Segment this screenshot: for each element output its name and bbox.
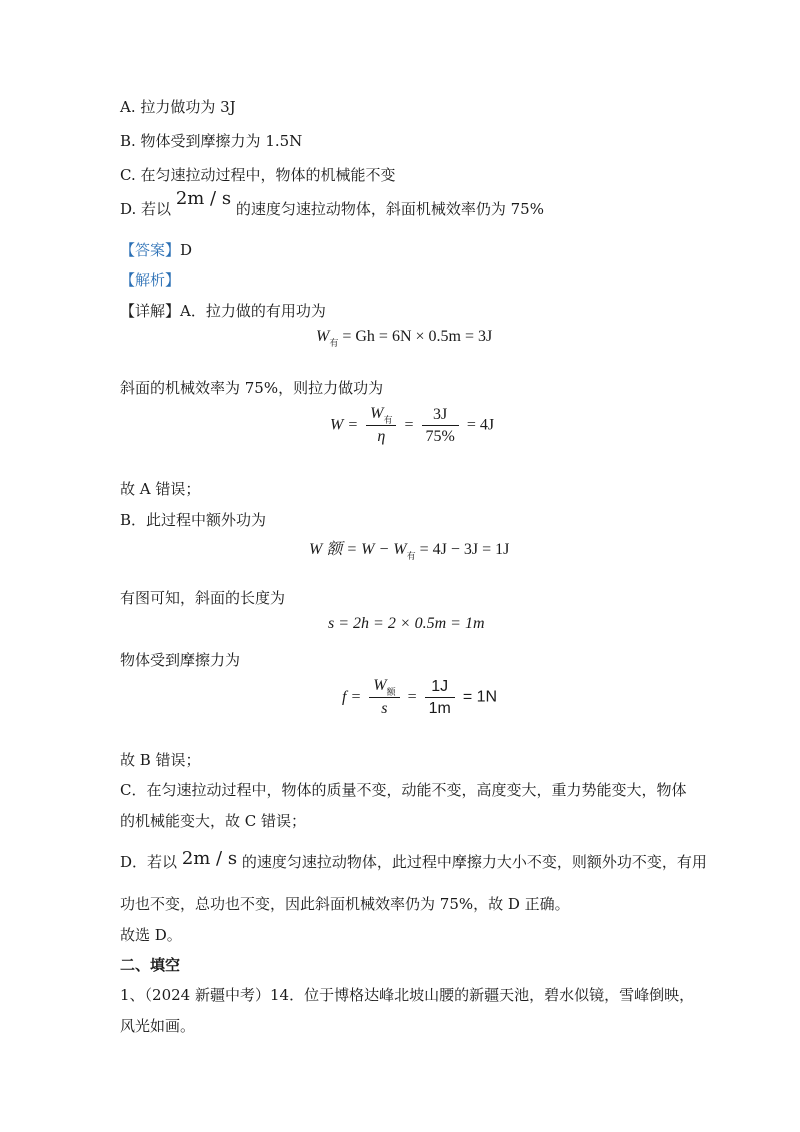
eq2-fraction-numeric [422,405,459,448]
final-conclusion: 故选 D。 [120,926,182,944]
answer-value: D [180,241,193,259]
option-c: C. 在匀速拉动过程中，物体的机械能不变 [120,166,396,184]
equation-total-work: W = $\frac{W_有}{\eta}$ = $\frac{3J}{75\%}$ = 4J [330,404,494,448]
eq5-rhs: = 1N [462,688,498,706]
option-d-prefix: D. 若以 [120,200,172,218]
equation-slope-length: s = 2h = 2 × 0.5m = 1m [328,615,485,632]
equation-useful-work [316,328,492,346]
eq5-den: s [381,700,388,717]
d-line-2: 功也不变，总功也不变，因此斜面机械效率仍为 75%，故 D 正确。 [120,895,570,913]
b-conclusion: 故 B 错误； [120,751,201,769]
eq5-num2: 1J [425,677,455,698]
equation-friction: f = $\frac{W_额}{s}$ = $\frac{1J}{1m}$ = 1N [342,676,497,720]
option-b: B. 物体受到摩擦力为 1.5N [120,132,303,150]
eq2-lhs: W = [330,416,359,434]
option-d-suffix: 的速度匀速拉动物体，斜面机械效率仍为 75% [235,200,544,218]
eq5-den2: 1m [428,699,451,717]
question-line-1: 1、（2024 新疆中考）14．位于博格达峰北坡山腰的新疆天池，碧水似镜，雪峰倒映， [120,986,695,1004]
eq5-fraction-symbolic [369,676,399,720]
eq5-fraction-numeric [425,677,455,720]
eq2-num: W [370,405,384,422]
eq2-den: η [377,428,386,445]
b-intro: B．此过程中额外功为 [120,511,267,529]
d-line-1-speed: 2m / s [181,848,238,869]
analysis-label: 【解析】 [120,271,181,289]
friction-text: 物体受到摩擦力为 [120,651,241,669]
detail-a-intro [120,301,326,321]
eq2-fraction-symbolic [366,404,396,448]
c-line-2: 的机械能变大，故 C 错误； [120,812,307,830]
a-conclusion: 故 A 错误； [120,480,201,498]
eq1-rest: = Gh = 6N × 0.5m = 3J [342,328,493,345]
option-a: A. 拉力做功为 3J [120,98,236,116]
eq5-num: W [373,677,387,694]
eq5-lhs: f = [342,688,362,706]
question-line-2: 风光如画。 [120,1017,196,1035]
slope-text: 有图可知，斜面的长度为 [120,589,286,607]
detail-a-intro-text: A．拉力做的有用功为 [180,302,326,320]
eq3-sub: 有 [406,551,416,561]
option-d-speed: 2m / s [175,188,232,209]
eq3-rhs: = 4J − 3J = 1J [419,541,510,558]
equation-extra-work [309,536,509,559]
eq2-num2: 3J [422,405,459,426]
eq2-num-sub: 有 [383,415,393,425]
eq1-sub: 有 [329,338,339,348]
eq5-num-sub: 额 [386,687,396,697]
section-heading: 二、填空 [120,956,181,974]
eq2-den2: 75% [425,427,455,445]
answer-line [120,240,192,260]
detail-label: 【详解】 [120,302,181,320]
option-d [120,188,544,219]
eq3-lhs: W 额 = W − W [309,541,407,558]
efficiency-text: 斜面的机械效率为 75%，则拉力做功为 [120,379,384,397]
c-line-1: C．在匀速拉动过程中，物体的质量不变，动能不变，高度变大，重力势能变大，物体 [120,781,687,799]
d-line-1 [120,848,707,872]
d-line-1-suffix: 的速度匀速拉动物体，此过程中摩擦力大小不变，则额外功不变，有用 [241,853,707,871]
d-line-1-prefix: D．若以 [120,853,178,871]
answer-label: 【答案】 [120,241,181,259]
eq2-rhs: = 4J [466,416,495,434]
eq1-w: W [316,328,330,345]
